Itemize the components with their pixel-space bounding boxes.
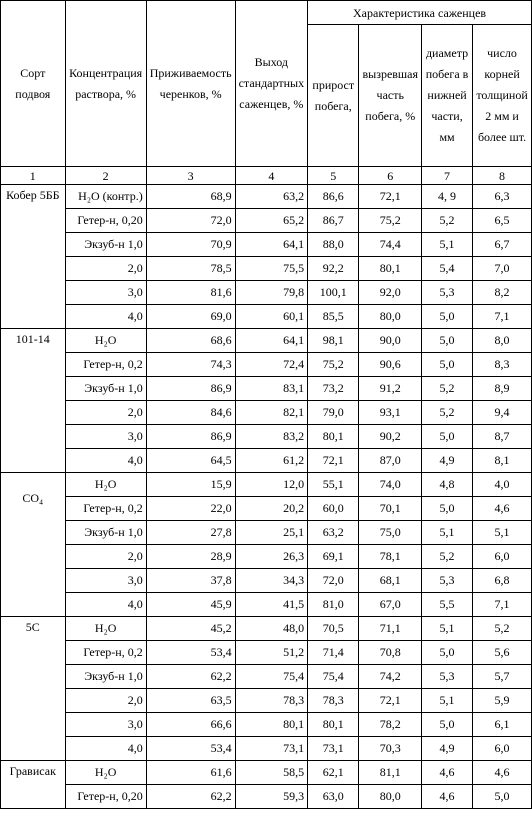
value-cell: 64,1 (235, 233, 307, 257)
value-cell: 86,9 (146, 425, 235, 449)
concentration-cell: Экзуб-н 1,0 (65, 377, 146, 401)
value-cell: 4, 9 (422, 185, 473, 209)
table-row (1, 449, 532, 473)
table-header (1, 1, 532, 185)
value-cell: 63,2 (308, 521, 359, 545)
value-cell: 8,9 (473, 377, 532, 401)
value-cell: 80,1 (235, 713, 307, 737)
header-shoot-growth: прирост побега, (308, 25, 359, 167)
value-cell: 78,3 (308, 689, 359, 713)
rootstock-variety: 5C (1, 617, 66, 761)
value-cell: 20,2 (235, 497, 307, 521)
value-cell: 5,2 (422, 377, 473, 401)
column-number: 3 (146, 167, 235, 185)
value-cell: 5,0 (473, 785, 532, 809)
value-cell: 6,0 (473, 545, 532, 569)
value-cell: 75,2 (359, 209, 422, 233)
table-row (1, 473, 532, 497)
value-cell: 62,1 (308, 761, 359, 785)
column-number: 7 (422, 167, 473, 185)
value-cell: 86,9 (146, 377, 235, 401)
column-number: 4 (235, 167, 307, 185)
column-number: 5 (308, 167, 359, 185)
value-cell: 7,1 (473, 593, 532, 617)
value-cell: 34,3 (235, 569, 307, 593)
concentration-cell: 4,0 (65, 593, 146, 617)
value-cell: 4,9 (422, 737, 473, 761)
value-cell: 55,1 (308, 473, 359, 497)
value-cell: 72,0 (146, 209, 235, 233)
concentration-cell: 3,0 (65, 281, 146, 305)
value-cell: 90,6 (359, 353, 422, 377)
table-body (1, 185, 532, 809)
value-cell: 5,3 (422, 665, 473, 689)
value-cell: 60,1 (235, 305, 307, 329)
value-cell: 5,3 (422, 569, 473, 593)
value-cell: 70,8 (359, 641, 422, 665)
table-row (1, 785, 532, 809)
value-cell: 73,1 (308, 737, 359, 761)
table-row (1, 665, 532, 689)
table-row (1, 329, 532, 353)
value-cell: 78,5 (146, 257, 235, 281)
value-cell: 62,2 (146, 665, 235, 689)
table-row (1, 497, 532, 521)
value-cell: 72,1 (308, 449, 359, 473)
value-cell: 87,0 (359, 449, 422, 473)
concentration-cell: 4,0 (65, 305, 146, 329)
concentration-cell: 2,0 (65, 257, 146, 281)
concentration-cell: Экзуб-н 1,0 (65, 521, 146, 545)
value-cell: 75,2 (308, 353, 359, 377)
table-row (1, 209, 532, 233)
value-cell: 45,9 (146, 593, 235, 617)
value-cell: 12,0 (235, 473, 307, 497)
value-cell: 84,6 (146, 401, 235, 425)
value-cell: 5,1 (473, 521, 532, 545)
value-cell: 6,7 (473, 233, 532, 257)
table-row (1, 185, 532, 209)
value-cell: 5,1 (422, 233, 473, 257)
value-cell: 78,3 (235, 689, 307, 713)
value-cell: 6,5 (473, 209, 532, 233)
value-cell: 5,0 (422, 305, 473, 329)
value-cell: 37,8 (146, 569, 235, 593)
table-row (1, 353, 532, 377)
value-cell: 68,1 (359, 569, 422, 593)
table-row (1, 377, 532, 401)
table-row (1, 257, 532, 281)
value-cell: 68,6 (146, 329, 235, 353)
value-cell: 63,0 (308, 785, 359, 809)
value-cell: 67,0 (359, 593, 422, 617)
table-row (1, 305, 532, 329)
table-row (1, 521, 532, 545)
value-cell: 5,0 (422, 329, 473, 353)
value-cell: 5,0 (422, 425, 473, 449)
column-number: 1 (1, 167, 66, 185)
table-row (1, 617, 532, 641)
value-cell: 8,7 (473, 425, 532, 449)
value-cell: 27,8 (146, 521, 235, 545)
rootstock-variety: 101-14 (1, 329, 66, 473)
value-cell: 81,1 (359, 761, 422, 785)
table-row (1, 569, 532, 593)
value-cell: 86,6 (308, 185, 359, 209)
value-cell: 80,1 (359, 257, 422, 281)
value-cell: 5,9 (473, 689, 532, 713)
value-cell: 75,5 (235, 257, 307, 281)
value-cell: 51,2 (235, 641, 307, 665)
value-cell: 100,1 (308, 281, 359, 305)
value-cell: 45,2 (146, 617, 235, 641)
value-cell: 78,1 (359, 545, 422, 569)
value-cell: 82,1 (235, 401, 307, 425)
value-cell: 72,1 (359, 185, 422, 209)
value-cell: 90,0 (359, 329, 422, 353)
value-cell: 80,0 (359, 305, 422, 329)
value-cell: 28,9 (146, 545, 235, 569)
value-cell: 41,5 (235, 593, 307, 617)
value-cell: 61,2 (235, 449, 307, 473)
value-cell: 5,2 (473, 617, 532, 641)
value-cell: 73,2 (308, 377, 359, 401)
table-row (1, 641, 532, 665)
value-cell: 15,9 (146, 473, 235, 497)
header-mature-part: вызревшая часть побега, % (359, 25, 422, 167)
value-cell: 5,0 (422, 353, 473, 377)
value-cell: 5,4 (422, 257, 473, 281)
table-row (1, 593, 532, 617)
value-cell: 98,1 (308, 329, 359, 353)
value-cell: 5,2 (422, 401, 473, 425)
concentration-cell: H₂O (контр.) (65, 185, 146, 209)
value-cell: 70,1 (359, 497, 422, 521)
concentration-cell: Гетер-н, 0,20 (65, 785, 146, 809)
value-cell: 70,9 (146, 233, 235, 257)
header-root-count: число корней толщиной 2 мм и более шт. (473, 25, 532, 167)
table-row (1, 233, 532, 257)
value-cell: 5,6 (473, 641, 532, 665)
rootstock-variety: Грависак (1, 761, 66, 809)
value-cell: 83,1 (235, 377, 307, 401)
value-cell: 5,3 (422, 281, 473, 305)
table-row (1, 425, 532, 449)
header-shoot-diameter: диаметр побега в нижней части, мм (422, 25, 473, 167)
value-cell: 69,0 (146, 305, 235, 329)
value-cell: 71,1 (359, 617, 422, 641)
value-cell: 63,5 (146, 689, 235, 713)
value-cell: 25,1 (235, 521, 307, 545)
value-cell: 62,2 (146, 785, 235, 809)
value-cell: 74,0 (359, 473, 422, 497)
value-cell: 72,4 (235, 353, 307, 377)
concentration-cell: H₂O (65, 329, 146, 353)
value-cell: 78,2 (359, 713, 422, 737)
value-cell: 4,0 (473, 473, 532, 497)
table-row (1, 545, 532, 569)
value-cell: 70,3 (359, 737, 422, 761)
concentration-cell: 2,0 (65, 545, 146, 569)
value-cell: 7,1 (473, 305, 532, 329)
value-cell: 81,0 (308, 593, 359, 617)
value-cell: 74,4 (359, 233, 422, 257)
value-cell: 70,5 (308, 617, 359, 641)
header-rooting: Приживаемость черенков, % (146, 1, 235, 167)
concentration-cell: 3,0 (65, 713, 146, 737)
value-cell: 63,2 (235, 185, 307, 209)
value-cell: 80,1 (308, 425, 359, 449)
value-cell: 8,0 (473, 329, 532, 353)
value-cell: 53,4 (146, 737, 235, 761)
value-cell: 6,0 (473, 737, 532, 761)
value-cell: 58,5 (235, 761, 307, 785)
value-cell: 80,1 (308, 713, 359, 737)
header-sort: Сорт подвоя (1, 1, 66, 167)
value-cell: 65,2 (235, 209, 307, 233)
concentration-cell: H₂O (65, 761, 146, 785)
value-cell: 6,3 (473, 185, 532, 209)
concentration-cell: Экзуб-н 1,0 (65, 233, 146, 257)
value-cell: 5,2 (422, 545, 473, 569)
value-cell: 5,1 (422, 521, 473, 545)
value-cell: 75,4 (308, 665, 359, 689)
value-cell: 64,1 (235, 329, 307, 353)
value-cell: 69,1 (308, 545, 359, 569)
value-cell: 48,0 (235, 617, 307, 641)
concentration-cell: H₂O (65, 473, 146, 497)
value-cell: 92,2 (308, 257, 359, 281)
value-cell: 72,0 (308, 569, 359, 593)
value-cell: 74,3 (146, 353, 235, 377)
value-cell: 60,0 (308, 497, 359, 521)
column-number: 8 (473, 167, 532, 185)
value-cell: 73,1 (235, 737, 307, 761)
value-cell: 90,2 (359, 425, 422, 449)
value-cell: 74,2 (359, 665, 422, 689)
value-cell: 4,8 (422, 473, 473, 497)
value-cell: 75,0 (359, 521, 422, 545)
value-cell: 66,6 (146, 713, 235, 737)
concentration-cell: Гетер-н, 0,2 (65, 353, 146, 377)
value-cell: 5,5 (422, 593, 473, 617)
value-cell: 22,0 (146, 497, 235, 521)
value-cell: 8,1 (473, 449, 532, 473)
value-cell: 68,9 (146, 185, 235, 209)
value-cell: 80,0 (359, 785, 422, 809)
value-cell: 5,1 (422, 689, 473, 713)
value-cell: 79,0 (308, 401, 359, 425)
concentration-cell: Экзуб-н 1,0 (65, 665, 146, 689)
value-cell: 6,1 (473, 713, 532, 737)
value-cell: 9,4 (473, 401, 532, 425)
concentration-cell: 3,0 (65, 569, 146, 593)
table-row (1, 281, 532, 305)
value-cell: 92,0 (359, 281, 422, 305)
value-cell: 61,6 (146, 761, 235, 785)
concentration-cell: Гетер-н, 0,20 (65, 209, 146, 233)
value-cell: 5,1 (422, 617, 473, 641)
header-concentration: Концентрация раствора, % (65, 1, 146, 167)
concentration-cell: 2,0 (65, 689, 146, 713)
value-cell: 71,4 (308, 641, 359, 665)
value-cell: 5,7 (473, 665, 532, 689)
concentration-cell: 3,0 (65, 425, 146, 449)
column-number: 6 (359, 167, 422, 185)
value-cell: 93,1 (359, 401, 422, 425)
value-cell: 8,2 (473, 281, 532, 305)
table-row (1, 689, 532, 713)
value-cell: 4,6 (473, 497, 532, 521)
value-cell: 26,3 (235, 545, 307, 569)
value-cell: 72,1 (359, 689, 422, 713)
value-cell: 5,0 (422, 713, 473, 737)
column-number: 2 (65, 167, 146, 185)
value-cell: 88,0 (308, 233, 359, 257)
value-cell: 6,8 (473, 569, 532, 593)
concentration-cell: 2,0 (65, 401, 146, 425)
header-standard-yield: Выход стандартных саженцев, % (235, 1, 307, 167)
table-row (1, 761, 532, 785)
value-cell: 59,3 (235, 785, 307, 809)
column-number-row (1, 167, 532, 185)
value-cell: 86,7 (308, 209, 359, 233)
value-cell: 85,5 (308, 305, 359, 329)
header-seedling-characteristics: Характеристика саженцев (308, 1, 532, 25)
value-cell: 75,4 (235, 665, 307, 689)
value-cell: 5,0 (422, 641, 473, 665)
rootstock-variety: CO₄ (1, 473, 66, 617)
concentration-cell: 4,0 (65, 737, 146, 761)
value-cell: 81,6 (146, 281, 235, 305)
value-cell: 64,5 (146, 449, 235, 473)
value-cell: 4,9 (422, 449, 473, 473)
value-cell: 7,0 (473, 257, 532, 281)
value-cell: 4,6 (422, 785, 473, 809)
concentration-cell: Гетер-н, 0,2 (65, 641, 146, 665)
value-cell: 79,8 (235, 281, 307, 305)
table-row (1, 737, 532, 761)
value-cell: 53,4 (146, 641, 235, 665)
value-cell: 5,0 (422, 497, 473, 521)
concentration-cell: 4,0 (65, 449, 146, 473)
table-row (1, 713, 532, 737)
value-cell: 83,2 (235, 425, 307, 449)
value-cell: 4,6 (473, 761, 532, 785)
rootstock-variety: Кобер 5ББ (1, 185, 66, 329)
value-cell: 8,3 (473, 353, 532, 377)
concentration-cell: H₂O (65, 617, 146, 641)
concentration-cell: Гетер-н, 0,2 (65, 497, 146, 521)
value-cell: 5,2 (422, 209, 473, 233)
table-row (1, 401, 532, 425)
value-cell: 4,6 (422, 761, 473, 785)
value-cell: 91,2 (359, 377, 422, 401)
